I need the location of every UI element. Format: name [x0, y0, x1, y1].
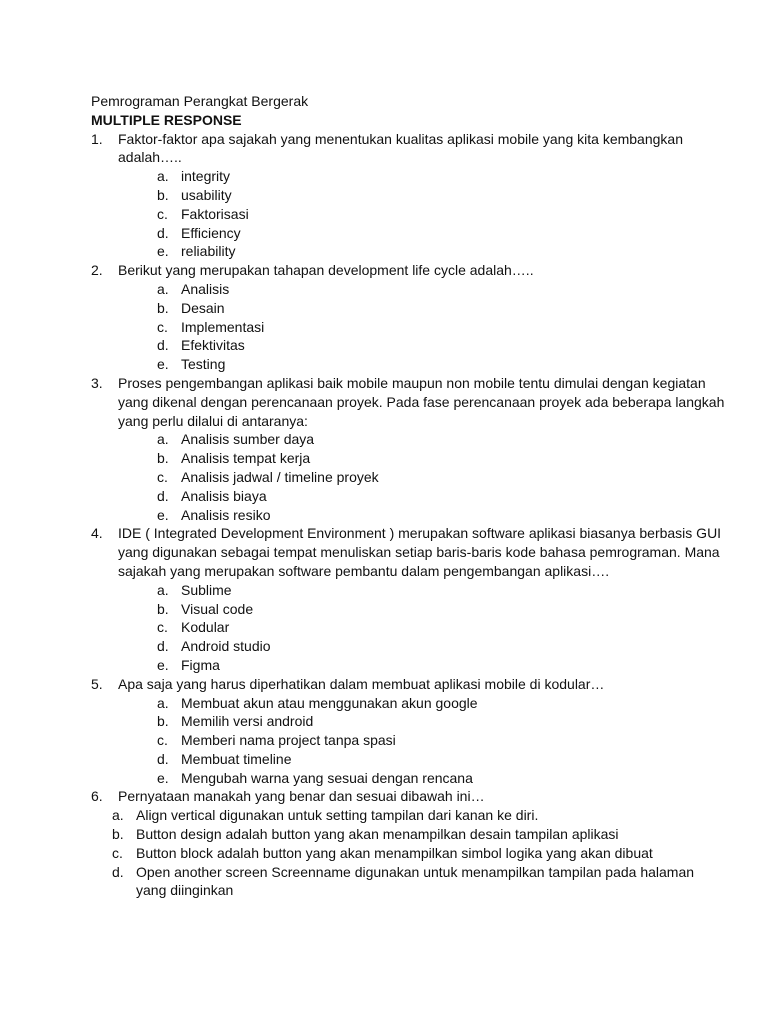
option-letter: a. — [157, 280, 169, 297]
option-letter: c. — [157, 468, 168, 485]
option-text: integrity — [181, 168, 231, 185]
question-text: Proses pengembangan aplikasi baik mobile maupun non mobile tentu dimulai dengan kegiatan yang dikenal dengan perencanaan proyek. Pada fase perencanaan proyek ada beberapa langkah yang perlu dilalui di antaranya: — [118, 374, 725, 429]
option-text: usability — [181, 186, 232, 203]
option-text: Testing — [181, 356, 226, 373]
option-letter: c. — [157, 619, 168, 636]
option-letter: a. — [112, 807, 124, 824]
answer-option — [157, 355, 728, 374]
option-letter: d. — [157, 750, 169, 767]
answer-option — [157, 600, 728, 619]
option-text: Mengubah warna yang sesuai dengan rencana — [181, 769, 473, 786]
option-text: Efektivitas — [181, 337, 245, 354]
answer-option — [157, 637, 728, 656]
answer-option — [112, 825, 728, 844]
answer-option — [157, 712, 728, 731]
option-letter: c. — [112, 844, 123, 861]
answer-option — [157, 581, 728, 600]
question-text: Berikut yang merupakan tahapan development life cycle adalah….. — [118, 262, 534, 279]
question-item — [91, 130, 728, 168]
question-number: 2. — [91, 262, 103, 279]
section-heading: MULTIPLE RESPONSE — [91, 111, 242, 128]
option-text: Analisis — [181, 280, 230, 297]
question-item — [91, 261, 728, 280]
option-text: Android studio — [181, 638, 271, 655]
answer-option — [157, 769, 728, 788]
answer-option — [157, 694, 728, 713]
question-number: 5. — [91, 675, 103, 692]
question-text: IDE ( Integrated Development Environment ) merupakan software aplikasi biasanya berbasis GUI yang digunakan sebagai tempat menuliskan setiap baris-baris kode bahasa pemrograman. Mana sajakah yang merupakan software pembantu dalam pengembangan aplikasi…. — [118, 525, 722, 579]
answer-option — [157, 731, 728, 750]
question-text: Faktor-faktor apa sajakah yang menentukan kualitas aplikasi mobile yang kita kembangkan adalah….. — [118, 130, 683, 166]
answer-option — [157, 224, 728, 243]
option-text: Analisis biaya — [181, 487, 267, 504]
option-letter: b. — [157, 186, 169, 203]
question-item — [91, 787, 728, 806]
option-text: Figma — [181, 656, 220, 673]
answer-option — [157, 186, 728, 205]
option-letter: b. — [112, 826, 124, 843]
option-letter: c. — [157, 205, 168, 222]
option-text: Analisis sumber daya — [181, 431, 315, 448]
question-number: 1. — [91, 130, 103, 147]
option-letter: a. — [157, 581, 169, 598]
option-letter: b. — [157, 450, 169, 467]
option-text: Efficiency — [181, 224, 241, 241]
question-item — [91, 675, 728, 694]
option-letter: a. — [157, 168, 169, 185]
option-letter: e. — [157, 356, 169, 373]
option-text: Sublime — [181, 581, 232, 598]
answer-option — [157, 468, 728, 487]
question-number: 4. — [91, 525, 103, 542]
question-item — [91, 374, 728, 430]
option-letter: d. — [157, 337, 169, 354]
option-text: Open another screen Screenname digunakan untuk menampilkan tampilan pada halaman yang diinginkan — [136, 863, 695, 899]
answer-option — [157, 205, 728, 224]
option-text: Membuat timeline — [181, 750, 292, 767]
option-letter: e. — [157, 656, 169, 673]
option-letter: d. — [112, 863, 124, 880]
question-list — [91, 130, 728, 901]
option-letter: d. — [157, 487, 169, 504]
answer-option — [157, 750, 728, 769]
answer-option — [157, 167, 728, 186]
option-letter: d. — [157, 224, 169, 241]
option-letter: a. — [157, 431, 169, 448]
option-letter: d. — [157, 638, 169, 655]
option-text: Analisis tempat kerja — [181, 450, 311, 467]
answer-option — [157, 487, 728, 506]
option-letter: e. — [157, 769, 169, 786]
answer-option — [157, 299, 728, 318]
question-text: Pernyataan manakah yang benar dan sesuai dibawah ini… — [118, 788, 485, 805]
option-text: Desain — [181, 299, 225, 316]
option-text: Implementasi — [181, 318, 265, 335]
answer-option — [112, 844, 728, 863]
option-text: Membuat akun atau menggunakan akun google — [181, 694, 478, 711]
answer-option — [157, 280, 728, 299]
option-text: Analisis jadwal / timeline proyek — [181, 468, 379, 485]
option-text: reliability — [181, 243, 236, 260]
option-letter: b. — [157, 299, 169, 316]
option-letter: b. — [157, 600, 169, 617]
option-text: Button block adalah button yang akan menampilkan simbol logika yang akan dibuat — [136, 844, 653, 861]
answer-option — [157, 430, 728, 449]
option-letter: b. — [157, 713, 169, 730]
answer-option — [112, 806, 728, 825]
answer-option — [157, 618, 728, 637]
question-number: 6. — [91, 788, 103, 805]
answer-option — [157, 242, 728, 261]
question-text: Apa saja yang harus diperhatikan dalam membuat aplikasi mobile di kodular… — [118, 675, 605, 692]
option-text: Align vertical digunakan untuk setting tampilan dari kanan ke diri. — [136, 807, 539, 824]
option-text: Analisis resiko — [181, 506, 271, 523]
option-text: Memilih versi android — [181, 713, 314, 730]
option-letter: a. — [157, 694, 169, 711]
question-item — [91, 524, 728, 580]
answer-option — [157, 336, 728, 355]
answer-option — [157, 449, 728, 468]
answer-option — [112, 863, 728, 901]
answer-option — [157, 506, 728, 525]
option-letter: e. — [157, 506, 169, 523]
option-letter: c. — [157, 732, 168, 749]
answer-option — [157, 656, 728, 675]
option-letter: e. — [157, 243, 169, 260]
option-text: Faktorisasi — [181, 205, 249, 222]
question-number: 3. — [91, 374, 103, 391]
option-letter: c. — [157, 318, 168, 335]
answer-option — [157, 318, 728, 337]
option-text: Visual code — [181, 600, 254, 617]
document-title: Pemrograman Perangkat Bergerak — [91, 93, 309, 109]
option-text: Kodular — [181, 619, 230, 636]
option-text: Memberi nama project tanpa spasi — [181, 732, 396, 749]
option-text: Button design adalah button yang akan menampilkan desain tampilan aplikasi — [136, 826, 619, 843]
